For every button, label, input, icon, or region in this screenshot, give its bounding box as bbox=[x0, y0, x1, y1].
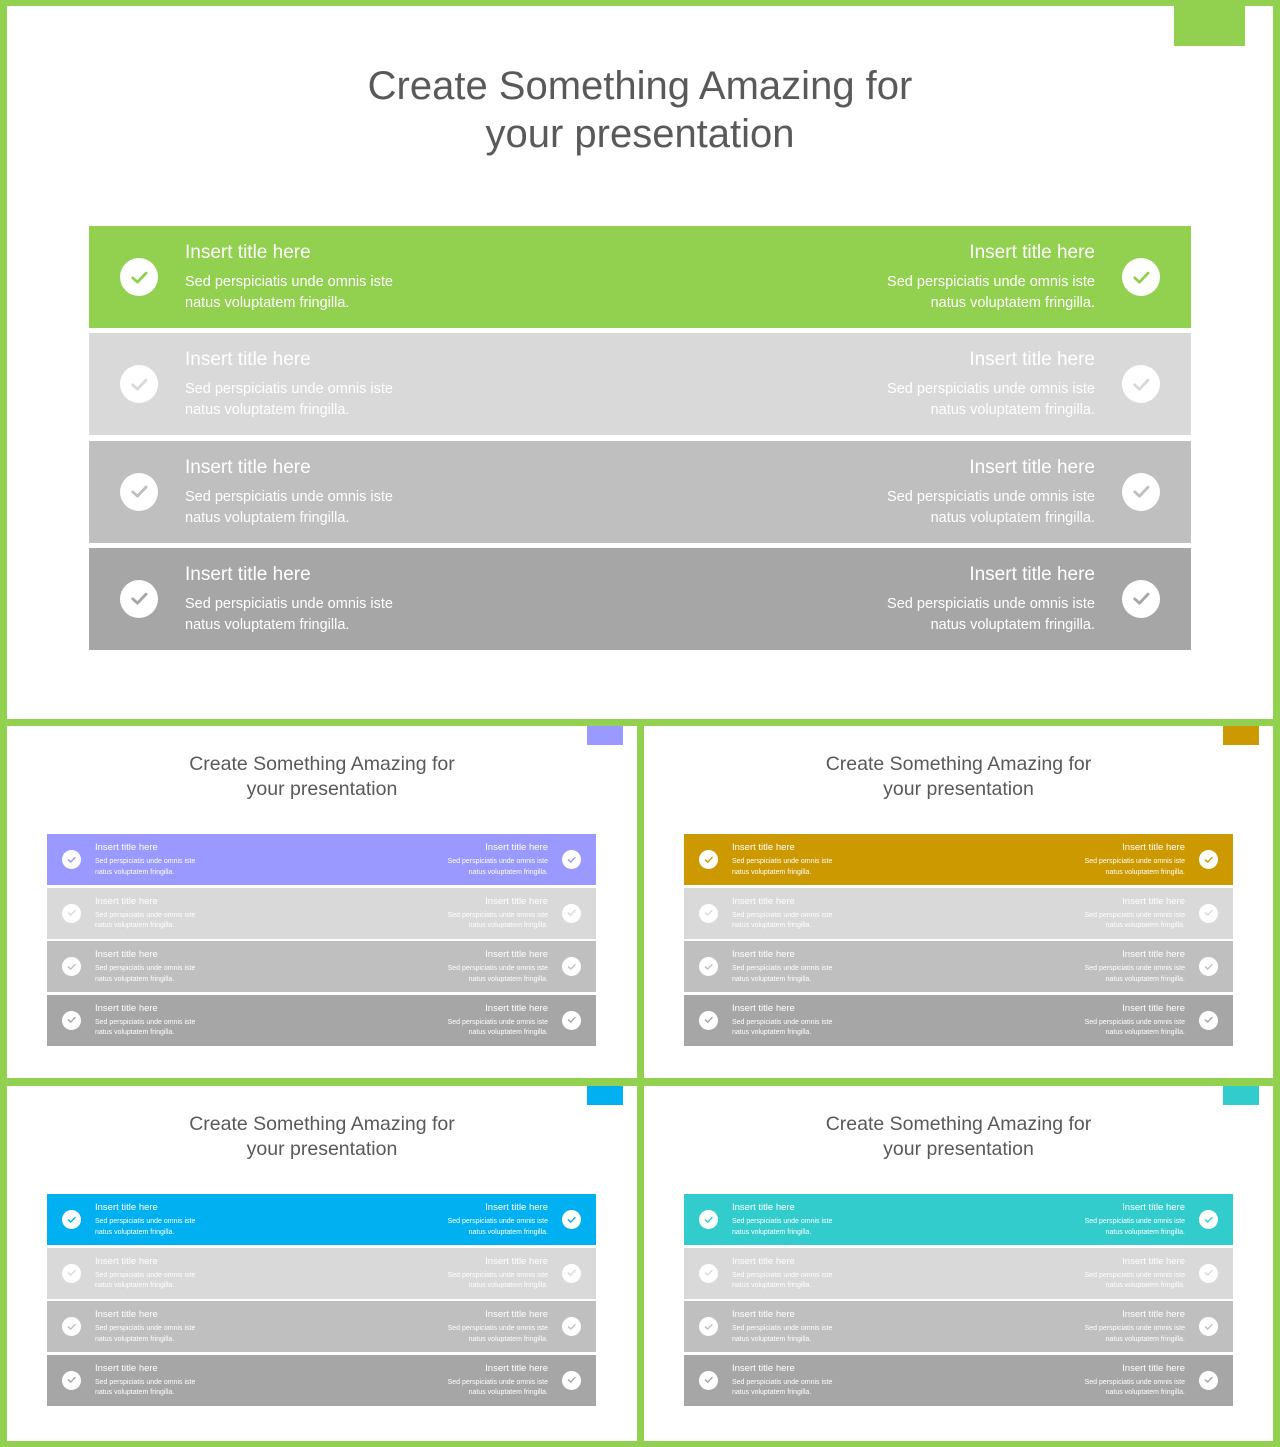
row-title: Insert title here bbox=[732, 1309, 795, 1320]
row-description-line-1: Sed perspiciatis unde omnis iste bbox=[1084, 1325, 1185, 1332]
row-description-line-1: Sed perspiciatis unde omnis iste bbox=[447, 965, 548, 972]
check-circle-icon bbox=[1122, 580, 1160, 618]
row-text-right bbox=[388, 842, 548, 878]
row-title: Insert title here bbox=[1122, 895, 1185, 907]
slide-5 bbox=[644, 1086, 1273, 1441]
check-circle-icon bbox=[62, 904, 81, 923]
row-text-right bbox=[1025, 949, 1185, 985]
check-circle-icon bbox=[699, 1371, 718, 1390]
check-circle-icon bbox=[699, 1210, 718, 1229]
check-circle-icon bbox=[120, 258, 158, 296]
row-title: Insert title here bbox=[732, 1002, 795, 1014]
row-description-line-2: natus voluptatem fringilla. bbox=[468, 1228, 548, 1236]
checklist-row bbox=[684, 888, 1233, 939]
checklist-row bbox=[684, 1355, 1233, 1406]
row-description-line-2: natus voluptatem fringilla. bbox=[468, 1335, 548, 1343]
checklist-row bbox=[89, 441, 1191, 543]
slide-title bbox=[7, 1112, 637, 1163]
row-text-right bbox=[775, 242, 1095, 314]
checklist-row bbox=[684, 941, 1233, 992]
row-title: Insert title here bbox=[185, 242, 311, 263]
slide-title bbox=[644, 752, 1273, 803]
row-text-right bbox=[1025, 1309, 1185, 1345]
check-circle-icon bbox=[562, 1371, 581, 1390]
row-description-line-2: natus voluptatem fringilla. bbox=[1105, 868, 1185, 876]
row-title: Insert title here bbox=[1122, 842, 1185, 853]
row-title: Insert title here bbox=[1122, 1202, 1185, 1213]
row-description-line-1: Sed perspiciatis unde omnis iste bbox=[1084, 911, 1185, 919]
slide-3 bbox=[644, 726, 1273, 1078]
row-title: Insert title here bbox=[1122, 1362, 1185, 1374]
row-description-line-1: Sed perspiciatis unde omnis iste bbox=[95, 911, 196, 919]
row-text-left bbox=[185, 242, 505, 314]
row-title: Insert title here bbox=[95, 949, 158, 960]
row-text-right bbox=[1025, 842, 1185, 878]
check-circle-icon bbox=[562, 850, 581, 869]
row-description-line-1: Sed perspiciatis unde omnis iste bbox=[732, 1325, 833, 1332]
row-text-left bbox=[95, 1256, 255, 1292]
check-circle-icon bbox=[699, 904, 718, 923]
row-description-line-1: Sed perspiciatis unde omnis iste bbox=[95, 1271, 196, 1279]
row-title: Insert title here bbox=[1122, 1255, 1185, 1267]
slide-title-line-2: your presentation bbox=[246, 778, 398, 801]
corner-accent-tag bbox=[1174, 6, 1245, 46]
row-description-line-1: Sed perspiciatis unde omnis iste bbox=[887, 595, 1095, 612]
row-text-right bbox=[1025, 1202, 1185, 1238]
row-title: Insert title here bbox=[969, 456, 1095, 478]
row-description-line-2: natus voluptatem fringilla. bbox=[468, 1029, 548, 1036]
row-description-line-2: natus voluptatem fringilla. bbox=[1105, 1228, 1185, 1236]
checklist-row bbox=[89, 548, 1191, 650]
slide-title-line-1: Create Something Amazing for bbox=[367, 64, 913, 108]
checklist-table bbox=[89, 226, 1191, 655]
row-title: Insert title here bbox=[95, 1309, 158, 1320]
row-description-line-2: natus voluptatem fringilla. bbox=[95, 1282, 175, 1289]
row-title: Insert title here bbox=[485, 949, 548, 960]
checklist-row bbox=[47, 1355, 596, 1406]
row-description-line-2: natus voluptatem fringilla. bbox=[468, 922, 548, 929]
row-text-right bbox=[388, 1256, 548, 1292]
row-text-left bbox=[732, 1309, 892, 1345]
row-description-line-2: natus voluptatem fringilla. bbox=[95, 975, 175, 983]
check-circle-icon bbox=[562, 1317, 581, 1336]
row-text-left bbox=[95, 896, 255, 932]
check-circle-icon bbox=[699, 1264, 718, 1283]
check-circle-icon bbox=[699, 850, 718, 869]
slide-title-line-2: your presentation bbox=[883, 1138, 1034, 1161]
slide-title-line-1: Create Something Amazing for bbox=[825, 1113, 1092, 1135]
row-title: Insert title here bbox=[485, 1309, 548, 1320]
checklist-table bbox=[684, 834, 1233, 1048]
row-description-line-1: Sed perspiciatis unde omnis iste bbox=[732, 965, 833, 972]
row-description-line-1: Sed perspiciatis unde omnis iste bbox=[732, 1378, 833, 1386]
row-description-line-2: natus voluptatem fringilla. bbox=[468, 1389, 548, 1396]
row-description-line-1: Sed perspiciatis unde omnis iste bbox=[185, 595, 393, 612]
row-description-line-2: natus voluptatem fringilla. bbox=[95, 1389, 175, 1396]
row-text-left bbox=[185, 457, 505, 529]
row-text-right bbox=[388, 1363, 548, 1399]
row-description-line-2: natus voluptatem fringilla. bbox=[1105, 1282, 1185, 1289]
row-text-right bbox=[388, 1003, 548, 1039]
check-circle-icon bbox=[62, 1011, 81, 1030]
row-text-left bbox=[95, 1363, 255, 1399]
check-circle-icon bbox=[120, 473, 158, 511]
row-text-right bbox=[388, 949, 548, 985]
check-circle-icon bbox=[62, 1371, 81, 1390]
row-description-line-1: Sed perspiciatis unde omnis iste bbox=[1084, 1218, 1185, 1225]
row-description-line-2: natus voluptatem fringilla. bbox=[732, 868, 812, 876]
check-circle-icon bbox=[562, 1011, 581, 1030]
row-description-line-1: Sed perspiciatis unde omnis iste bbox=[887, 488, 1095, 505]
check-circle-icon bbox=[562, 904, 581, 923]
row-title: Insert title here bbox=[1122, 949, 1185, 960]
row-description-line-1: Sed perspiciatis unde omnis iste bbox=[185, 381, 393, 398]
checklist-row bbox=[89, 226, 1191, 328]
row-description-line-2: natus voluptatem fringilla. bbox=[185, 616, 350, 633]
slide-1 bbox=[7, 6, 1273, 719]
row-description-line-2: natus voluptatem fringilla. bbox=[1105, 975, 1185, 983]
checklist-row bbox=[89, 333, 1191, 435]
row-description-line-1: Sed perspiciatis unde omnis iste bbox=[732, 911, 833, 919]
row-description-line-2: natus voluptatem fringilla. bbox=[468, 1282, 548, 1289]
row-title: Insert title here bbox=[95, 1202, 158, 1213]
row-text-left bbox=[732, 896, 892, 932]
row-description-line-2: natus voluptatem fringilla. bbox=[185, 509, 350, 526]
row-text-right bbox=[775, 349, 1095, 421]
row-title: Insert title here bbox=[485, 1002, 548, 1014]
row-description-line-2: natus voluptatem fringilla. bbox=[185, 295, 350, 311]
checklist-table bbox=[47, 834, 596, 1048]
row-description-line-2: natus voluptatem fringilla. bbox=[732, 1335, 812, 1343]
check-circle-icon bbox=[120, 365, 158, 403]
row-description-line-2: natus voluptatem fringilla. bbox=[732, 1282, 812, 1289]
row-title: Insert title here bbox=[732, 1362, 795, 1374]
row-text-left bbox=[732, 1256, 892, 1292]
slide-title bbox=[7, 62, 1273, 158]
slide-title-line-2: your presentation bbox=[246, 1138, 398, 1161]
row-description-line-2: natus voluptatem fringilla. bbox=[185, 402, 350, 419]
row-text-right bbox=[388, 1202, 548, 1238]
row-description-line-1: Sed perspiciatis unde omnis iste bbox=[447, 1218, 548, 1225]
row-description-line-1: Sed perspiciatis unde omnis iste bbox=[95, 1378, 196, 1386]
row-text-left bbox=[185, 564, 505, 636]
row-description-line-1: Sed perspiciatis unde omnis iste bbox=[447, 1378, 548, 1386]
check-circle-icon bbox=[1199, 904, 1218, 923]
row-text-right bbox=[388, 896, 548, 932]
row-title: Insert title here bbox=[1122, 1002, 1185, 1014]
row-title: Insert title here bbox=[485, 842, 548, 853]
row-text-right bbox=[1025, 1003, 1185, 1039]
row-description-line-1: Sed perspiciatis unde omnis iste bbox=[732, 1218, 833, 1225]
slide-title-line-1: Create Something Amazing for bbox=[189, 1113, 455, 1135]
check-circle-icon bbox=[699, 1011, 718, 1030]
check-circle-icon bbox=[562, 1210, 581, 1229]
slide-title-line-2: your presentation bbox=[485, 112, 795, 156]
check-circle-icon bbox=[1199, 1371, 1218, 1390]
check-circle-icon bbox=[1199, 957, 1218, 976]
row-description-line-2: natus voluptatem fringilla. bbox=[1105, 1389, 1185, 1396]
row-title: Insert title here bbox=[485, 1255, 548, 1267]
row-text-left bbox=[95, 949, 255, 985]
row-text-right bbox=[388, 1309, 548, 1345]
row-title: Insert title here bbox=[485, 895, 548, 907]
row-description-line-1: Sed perspiciatis unde omnis iste bbox=[447, 1271, 548, 1279]
row-text-left bbox=[732, 1202, 892, 1238]
row-text-right bbox=[775, 457, 1095, 529]
corner-accent-tag bbox=[587, 726, 623, 745]
row-title: Insert title here bbox=[185, 563, 311, 585]
row-description-line-2: natus voluptatem fringilla. bbox=[95, 1029, 175, 1036]
checklist-row bbox=[684, 995, 1233, 1046]
row-description-line-1: Sed perspiciatis unde omnis iste bbox=[95, 1218, 196, 1225]
row-description-line-2: natus voluptatem fringilla. bbox=[930, 402, 1095, 419]
row-description-line-2: natus voluptatem fringilla. bbox=[468, 868, 548, 876]
row-description-line-1: Sed perspiciatis unde omnis iste bbox=[447, 1018, 548, 1026]
row-description-line-1: Sed perspiciatis unde omnis iste bbox=[95, 965, 196, 972]
row-text-right bbox=[1025, 896, 1185, 932]
checklist-row bbox=[47, 1301, 596, 1352]
corner-accent-tag bbox=[587, 1086, 623, 1105]
row-title: Insert title here bbox=[95, 1362, 158, 1374]
row-description-line-1: Sed perspiciatis unde omnis iste bbox=[447, 1325, 548, 1332]
row-title: Insert title here bbox=[732, 842, 795, 853]
row-description-line-2: natus voluptatem fringilla. bbox=[930, 295, 1095, 311]
slide-title bbox=[7, 752, 637, 803]
row-text-left bbox=[95, 1309, 255, 1345]
check-circle-icon bbox=[1122, 258, 1160, 296]
row-title: Insert title here bbox=[732, 949, 795, 960]
row-title: Insert title here bbox=[185, 456, 311, 478]
checklist-row bbox=[47, 995, 596, 1046]
checklist-table bbox=[684, 1194, 1233, 1408]
row-description-line-2: natus voluptatem fringilla. bbox=[95, 1228, 175, 1236]
check-circle-icon bbox=[699, 957, 718, 976]
row-title: Insert title here bbox=[95, 1002, 158, 1014]
slide-title-line-2: your presentation bbox=[883, 778, 1034, 801]
corner-accent-tag bbox=[1223, 726, 1259, 745]
row-description-line-2: natus voluptatem fringilla. bbox=[95, 1335, 175, 1343]
row-description-line-2: natus voluptatem fringilla. bbox=[95, 868, 175, 876]
row-text-right bbox=[1025, 1256, 1185, 1292]
row-title: Insert title here bbox=[485, 1362, 548, 1374]
row-description-line-1: Sed perspiciatis unde omnis iste bbox=[1084, 965, 1185, 972]
row-description-line-1: Sed perspiciatis unde omnis iste bbox=[732, 1018, 833, 1026]
row-description-line-2: natus voluptatem fringilla. bbox=[732, 1389, 812, 1396]
row-description-line-1: Sed perspiciatis unde omnis iste bbox=[1084, 1378, 1185, 1386]
row-description-line-1: Sed perspiciatis unde omnis iste bbox=[1084, 1018, 1185, 1026]
row-description-line-2: natus voluptatem fringilla. bbox=[1105, 1029, 1185, 1036]
slide-2 bbox=[7, 726, 637, 1078]
check-circle-icon bbox=[62, 850, 81, 869]
row-title: Insert title here bbox=[95, 842, 158, 853]
row-title: Insert title here bbox=[732, 1202, 795, 1213]
row-description-line-1: Sed perspiciatis unde omnis iste bbox=[1084, 1271, 1185, 1279]
check-circle-icon bbox=[1122, 473, 1160, 511]
row-title: Insert title here bbox=[485, 1202, 548, 1213]
row-title: Insert title here bbox=[95, 895, 158, 907]
checklist-row bbox=[684, 1194, 1233, 1245]
row-title: Insert title here bbox=[1122, 1309, 1185, 1320]
check-circle-icon bbox=[562, 957, 581, 976]
row-title: Insert title here bbox=[969, 242, 1095, 263]
row-description-line-1: Sed perspiciatis unde omnis iste bbox=[95, 858, 196, 865]
check-circle-icon bbox=[699, 1317, 718, 1336]
row-title: Insert title here bbox=[969, 563, 1095, 585]
row-text-left bbox=[185, 349, 505, 421]
row-description-line-2: natus voluptatem fringilla. bbox=[930, 509, 1095, 526]
row-title: Insert title here bbox=[185, 349, 311, 371]
row-description-line-2: natus voluptatem fringilla. bbox=[732, 1228, 812, 1236]
row-description-line-1: Sed perspiciatis unde omnis iste bbox=[732, 1271, 833, 1279]
row-text-left bbox=[95, 1003, 255, 1039]
row-description-line-1: Sed perspiciatis unde omnis iste bbox=[732, 858, 833, 865]
check-circle-icon bbox=[1199, 1011, 1218, 1030]
row-description-line-2: natus voluptatem fringilla. bbox=[732, 922, 812, 929]
row-description-line-2: natus voluptatem fringilla. bbox=[732, 975, 812, 983]
row-text-left bbox=[95, 1202, 255, 1238]
row-title: Insert title here bbox=[732, 895, 795, 907]
checklist-row bbox=[47, 888, 596, 939]
row-description-line-1: Sed perspiciatis unde omnis iste bbox=[887, 274, 1095, 290]
row-text-right bbox=[775, 564, 1095, 636]
checklist-row bbox=[47, 1194, 596, 1245]
row-description-line-1: Sed perspiciatis unde omnis iste bbox=[95, 1325, 196, 1332]
check-circle-icon bbox=[1122, 365, 1160, 403]
check-circle-icon bbox=[1199, 1264, 1218, 1283]
row-text-left bbox=[732, 1363, 892, 1399]
slide-title-line-1: Create Something Amazing for bbox=[189, 753, 455, 775]
row-description-line-1: Sed perspiciatis unde omnis iste bbox=[447, 911, 548, 919]
check-circle-icon bbox=[1199, 850, 1218, 869]
row-text-left bbox=[732, 1003, 892, 1039]
checklist-row bbox=[47, 941, 596, 992]
row-description-line-1: Sed perspiciatis unde omnis iste bbox=[185, 488, 393, 505]
row-description-line-1: Sed perspiciatis unde omnis iste bbox=[447, 858, 548, 865]
row-text-right bbox=[1025, 1363, 1185, 1399]
row-title: Insert title here bbox=[732, 1255, 795, 1267]
checklist-row bbox=[684, 1301, 1233, 1352]
check-circle-icon bbox=[62, 1317, 81, 1336]
row-title: Insert title here bbox=[95, 1255, 158, 1267]
checklist-row bbox=[47, 1248, 596, 1299]
check-circle-icon bbox=[1199, 1210, 1218, 1229]
check-circle-icon bbox=[120, 580, 158, 618]
check-circle-icon bbox=[1199, 1317, 1218, 1336]
row-description-line-1: Sed perspiciatis unde omnis iste bbox=[887, 381, 1095, 398]
row-description-line-2: natus voluptatem fringilla. bbox=[930, 616, 1095, 633]
corner-accent-tag bbox=[1223, 1086, 1259, 1105]
row-description-line-1: Sed perspiciatis unde omnis iste bbox=[1084, 858, 1185, 865]
row-title: Insert title here bbox=[969, 349, 1095, 371]
row-description-line-2: natus voluptatem fringilla. bbox=[468, 975, 548, 983]
row-description-line-2: natus voluptatem fringilla. bbox=[95, 922, 175, 929]
row-description-line-1: Sed perspiciatis unde omnis iste bbox=[95, 1018, 196, 1026]
slide-title bbox=[644, 1112, 1273, 1163]
check-circle-icon bbox=[62, 957, 81, 976]
check-circle-icon bbox=[62, 1210, 81, 1229]
row-description-line-1: Sed perspiciatis unde omnis iste bbox=[185, 274, 393, 290]
slide-4 bbox=[7, 1086, 637, 1441]
checklist-table bbox=[47, 1194, 596, 1408]
slide-title-line-1: Create Something Amazing for bbox=[825, 753, 1092, 775]
row-description-line-2: natus voluptatem fringilla. bbox=[1105, 1335, 1185, 1343]
checklist-row bbox=[684, 1248, 1233, 1299]
row-description-line-2: natus voluptatem fringilla. bbox=[732, 1029, 812, 1036]
row-text-left bbox=[732, 949, 892, 985]
row-text-left bbox=[732, 842, 892, 878]
row-description-line-2: natus voluptatem fringilla. bbox=[1105, 922, 1185, 929]
row-text-left bbox=[95, 842, 255, 878]
checklist-row bbox=[47, 834, 596, 885]
checklist-row bbox=[684, 834, 1233, 885]
check-circle-icon bbox=[562, 1264, 581, 1283]
check-circle-icon bbox=[62, 1264, 81, 1283]
